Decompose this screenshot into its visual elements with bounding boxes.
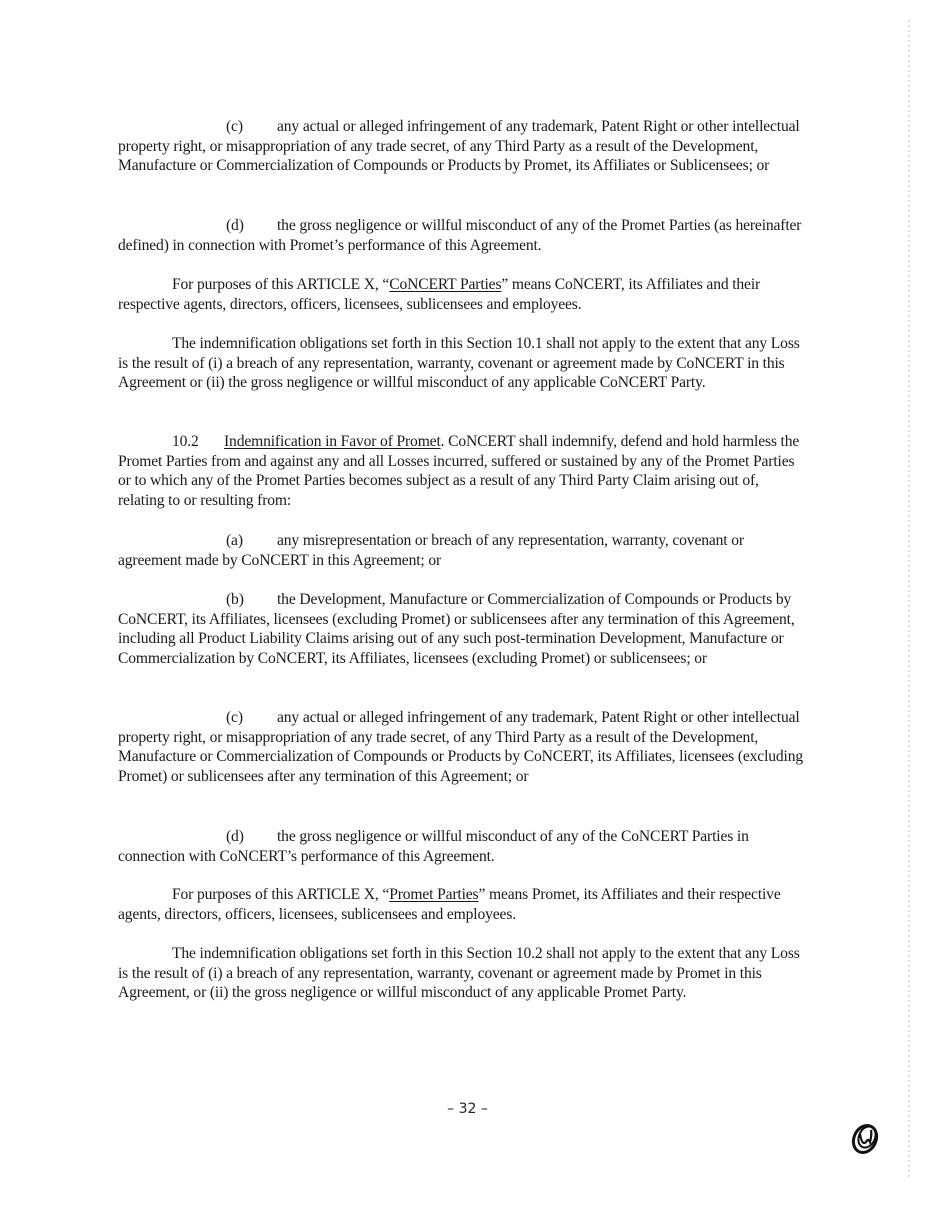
definition-pre: For purposes of this ARTICLE X, “	[172, 886, 390, 903]
section-10-2	[118, 432, 808, 510]
clause-d-promet	[118, 216, 808, 255]
paragraph-text: The indemnification obligations set forth in this Section 10.1 shall not apply to the extent that any Loss is the result of (i) a breach of any representation, warranty, covenant or agreement made by CoNCERT in this Agreement or (ii) the gross negligence or willful misconduct of any applicable CoNCERT Party.	[118, 335, 800, 392]
clause-marker: (a)	[226, 532, 243, 549]
promet-parties-definition	[118, 885, 808, 924]
section-number: 10.2	[172, 433, 199, 450]
scan-edge-divider	[908, 20, 910, 1180]
defined-term: CoNCERT Parties	[389, 276, 502, 293]
clause-marker: (c)	[226, 709, 243, 726]
concert-parties-definition	[118, 275, 808, 314]
definition-post: ” means CoNCERT, its Affiliates and their respective agents, directors, officers, licensees, sublicensees and employees.	[118, 276, 761, 313]
clause-marker: (d)	[226, 217, 244, 234]
handwritten-initials-icon	[850, 1120, 882, 1156]
clause-a-concert	[118, 531, 808, 570]
clause-text: any actual or alleged infringement of any trademark, Patent Right or other intellectual property right, or misappropriation of any trade secret, of any Third Party as a result of the Development, Manufacture or Commercialization of Compounds or Products by Promet, its Affiliates or Sublicensees; or	[118, 118, 800, 175]
definition-pre: For purposes of this ARTICLE X, “	[172, 276, 390, 293]
clause-text: the Development, Manufacture or Commercialization of Compounds or Products by CoNCERT, its Affiliates, licensees (excluding Promet) or sublicensees after any termination of this Agreement, including all Product Liability Claims arising out of any such post-termination Development, Manufacture or Commercialization by CoNCERT, its Affiliates, licensees (excluding Promet) or sublicensees; or	[118, 591, 795, 667]
defined-term: Promet Parties	[389, 886, 479, 903]
clause-text: the gross negligence or willful misconduct of any of the CoNCERT Parties in connection with CoNCERT’s performance of this Agreement.	[118, 828, 749, 865]
page-number: – 32 –	[447, 1101, 488, 1117]
exclusion-10-1	[118, 334, 808, 393]
clause-marker: (c)	[226, 118, 243, 135]
section-text: . CoNCERT shall indemnify, defend and hold harmless the Promet Parties from and against any and all Losses incurred, suffered or sustained by any of the Promet Parties or to which any of the Promet Parties becomes subject as a result of any Third Party Claim arising out of, relating to or resulting from:	[118, 433, 800, 509]
clause-marker: (d)	[226, 828, 244, 845]
clause-text: any misrepresentation or breach of any representation, warranty, covenant or agreement made by CoNCERT in this Agreement; or	[118, 532, 744, 569]
clause-c-concert	[118, 708, 808, 786]
clause-b-concert	[118, 590, 808, 668]
section-heading: Indemnification in Favor of Promet	[224, 433, 441, 450]
clause-text: any actual or alleged infringement of any trademark, Patent Right or other intellectual property right, or misappropriation of any trade secret, of any Third Party as a result of the Development, Manufacture or Commercialization of Compounds or Products by CoNCERT, its Affiliates, licensees (excluding Promet) or sublicensees after any termination of this Agreement; or	[118, 709, 804, 785]
clause-d-concert	[118, 827, 808, 866]
paragraph-text: The indemnification obligations set forth in this Section 10.2 shall not apply to the extent that any Loss is the result of (i) a breach of any representation, warranty, covenant or agreement made by Promet in this Agreement, or (ii) the gross negligence or willful misconduct of any applicable Promet Party.	[118, 945, 800, 1002]
clause-marker: (b)	[226, 591, 244, 608]
clause-c-promet	[118, 117, 808, 176]
definition-post: ” means Promet, its Affiliates and their respective agents, directors, officers, licensees, sublicensees and employees.	[118, 886, 781, 923]
clause-text: the gross negligence or willful misconduct of any of the Promet Parties (as hereinafter defined) in connection with Promet’s performance of this Agreement.	[118, 217, 802, 254]
exclusion-10-2	[118, 944, 808, 1003]
